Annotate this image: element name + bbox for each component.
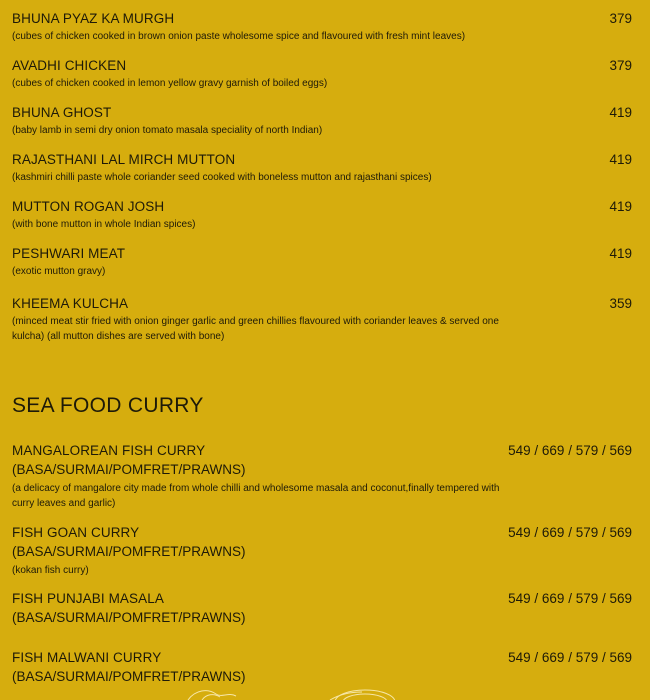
item-description: (kashmiri chilli paste whole coriander seed cooked with boneless mutton and rajasthani spices) <box>12 172 432 183</box>
menu-item <box>12 11 632 44</box>
menu-item <box>12 296 632 344</box>
item-price: 419 <box>609 199 632 214</box>
item-name: RAJASTHANI LAL MIRCH MUTTON <box>12 152 236 167</box>
item-price: 379 <box>609 11 632 26</box>
item-name: FISH PUNJABI MASALA <box>12 591 164 606</box>
menu-item <box>12 443 632 511</box>
menu-item <box>12 246 632 279</box>
item-price: 549 / 669 / 579 / 569 <box>508 650 632 665</box>
item-price: 419 <box>609 152 632 167</box>
menu-item <box>12 105 632 138</box>
item-name: FISH MALWANI CURRY <box>12 650 162 665</box>
section-title: SEA FOOD CURRY <box>12 394 204 417</box>
item-price: 419 <box>609 246 632 261</box>
item-name: AVADHI CHICKEN <box>12 58 127 73</box>
item-description: (cubes of chicken cooked in lemon yellow gravy garnish of boiled eggs) <box>12 78 328 89</box>
item-description: (baby lamb in semi dry onion tomato masala speciality of north Indian) <box>12 125 323 136</box>
item-description: (with bone mutton in whole Indian spices) <box>12 219 196 230</box>
item-name: MANGALOREAN FISH CURRY <box>12 443 206 458</box>
item-name: KHEEMA KULCHA <box>12 296 129 311</box>
item-name: MUTTON ROGAN JOSH <box>12 199 165 214</box>
item-price: 379 <box>609 58 632 73</box>
item-price: 419 <box>609 105 632 120</box>
menu-item <box>12 525 632 578</box>
menu-item <box>12 591 632 627</box>
item-variants: (BASA/SURMAI/POMFRET/PRAWNS) <box>12 669 246 684</box>
item-price: 549 / 669 / 579 / 569 <box>508 443 632 458</box>
item-name: BHUNA PYAZ KA MURGH <box>12 11 175 26</box>
item-description: (cubes of chicken cooked in brown onion paste wholesome spice and flavoured with fresh mint leaves) <box>12 31 466 42</box>
item-name: BHUNA GHOST <box>12 105 112 120</box>
menu-item <box>12 58 632 91</box>
item-price: 359 <box>609 296 632 311</box>
decorative-ornament-icon <box>150 676 450 700</box>
item-price: 549 / 669 / 579 / 569 <box>508 525 632 540</box>
item-price: 549 / 669 / 579 / 569 <box>508 591 632 606</box>
item-name: FISH GOAN CURRY <box>12 525 140 540</box>
item-description: (minced meat stir fried with onion ginger garlic and green chillies flavoured with coriander leaves & served one kulcha) (all mutton dishes are served with bone) <box>12 316 499 342</box>
menu-item <box>12 199 632 232</box>
item-variants: (BASA/SURMAI/POMFRET/PRAWNS) <box>12 610 246 625</box>
item-variants: (BASA/SURMAI/POMFRET/PRAWNS) <box>12 544 246 559</box>
item-description: (a delicacy of mangalore city made from whole chilli and wholesome masala and coconut,finally tempered with curry leaves and garlic) <box>12 483 500 509</box>
item-variants: (BASA/SURMAI/POMFRET/PRAWNS) <box>12 462 246 477</box>
item-name: PESHWARI MEAT <box>12 246 126 261</box>
item-description: (kokan fish curry) <box>12 565 89 576</box>
menu-item <box>12 152 632 185</box>
item-description: (exotic mutton gravy) <box>12 266 106 277</box>
